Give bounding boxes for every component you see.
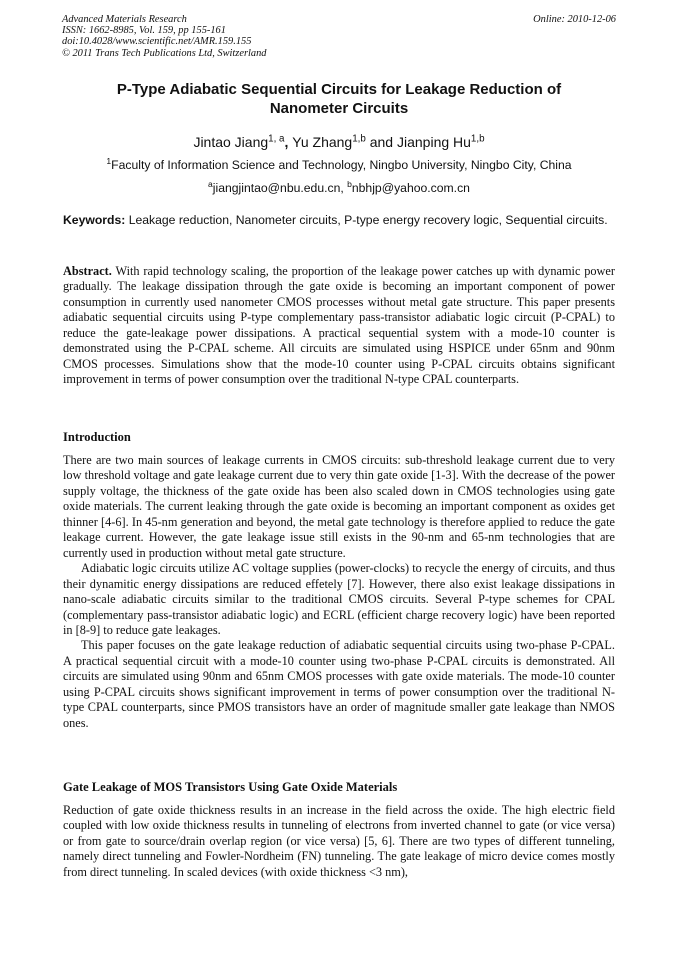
author-list — [62, 133, 616, 151]
paragraph: Adiabatic logic circuits utilize AC voltage supplies (power-clocks) to recycle the energy of circuits, and thus their dynamitic energy dissipations are reduced effetely [7]. However, there also exist leakage dissipations in nano-scale adiabatic circuits similar to the traditional CMOS circuits. Several P-type schemes for CPAL (complementary pass-transistor adiabatic logic) and ECRL (efficient charge recovery logic) have been reported in [8-9] to reduce gate leakages. — [63, 561, 615, 637]
author-separator: and — [365, 134, 397, 150]
paragraph: There are two main sources of leakage currents in CMOS circuits: sub-threshold leakage current due to very low threshold voltage and gate leakage current due to very thin gate oxide [1-3]. With the decrease of the power supply voltage, the thickness of the gate oxide has been also scaled down in CMOS technologies using gate oxide materials. The current leaking through the gate oxide is becoming an important component as oxides get thinner [4-6]. In 45-nm generation and beyond, the metal gate technology is therefore applied to reduce the gate leakage current. However, the gate leakage issue still exists in the 90-nm and 65-nm technologies that are currently used in production without metal gate structure. — [63, 453, 615, 560]
email-link[interactable]: jiangjintao@nbu.edu.cn, — [212, 181, 348, 195]
author-affiliation-mark: 1,b — [352, 133, 366, 145]
email-link[interactable]: nbhjp@yahoo.com.cn — [351, 181, 470, 195]
abstract — [63, 264, 615, 388]
title-line-1: P-Type Adiabatic Sequential Circuits for Leakage Reduction of — [116, 81, 562, 98]
author-name: Yu Zhang — [292, 134, 353, 150]
email-mark: b — [347, 178, 352, 189]
author-affiliation-mark: 1,b — [470, 133, 485, 145]
keywords — [63, 213, 615, 229]
author-affiliation-mark: 1, a — [268, 133, 285, 145]
journal-copyright: © 2011 Trans Tech Publications Ltd, Switzerland — [62, 47, 267, 59]
affiliation-mark: 1 — [106, 155, 112, 166]
affiliation-text: Faculty of Information Science and Technology, Ningbo University, Ningbo City, China — [111, 158, 572, 172]
paper-title — [62, 80, 616, 118]
abstract-label: Abstract. — [63, 264, 112, 278]
online-date: Online: 2010-12-06 — [533, 14, 616, 25]
section-heading-introduction: Introduction — [63, 430, 131, 444]
email-mark: a — [208, 178, 213, 189]
section-heading-gate-leakage: Gate Leakage of MOS Transistors Using Gate Oxide Materials — [63, 780, 398, 794]
title-line-2: Nanometer Circuits — [269, 100, 409, 117]
introduction-body — [63, 453, 615, 731]
author-name: Jianping Hu — [396, 134, 471, 150]
author-name: Jintao Jiang — [193, 134, 269, 150]
abstract-text: With rapid technology scaling, the proportion of the leakage power catches up with dynamic power gradually. The leakage dissipation through the gate oxide is becoming an important component of power consumption in currently used nanometer CMOS processes without metal gate structure. This paper presents adiabatic sequential circuits using P-type complementary pass-transistor adiabatic logic circuit (P-CPAL) to reduce the gate-leakage power dissipations. A practical sequential system with a mode-10 counter is demonstrated using the P-CPAL scheme. All circuits are simulated using HSPICE under 65nm and 90nm CMOS processes. Simulations show that the mode-10 counter using P-CPAL circuits obtains significant improvement in terms of power consumption over the traditional N-type CPAL counterparts. — [63, 264, 615, 387]
paragraph: This paper focuses on the gate leakage reduction of adiabatic sequential circuits using two-phase P-CPAL. A practical sequential circuit with a mode-10 counter using two-phase P-CPAL circuits is demonstrated. All circuits are simulated using 90nm and 65nm CMOS processes with gate oxide materials. The mode-10 counter using P-CPAL circuits shows significant improvement in terms of power consumption over the traditional N-type CPAL counterparts, since PMOS transistors have an order of magnitude smaller gate leakage than NMOS ones. — [63, 638, 615, 730]
journal-header — [62, 14, 616, 59]
author-emails — [62, 180, 616, 196]
author-separator: , — [284, 134, 293, 150]
gate-leakage-body — [63, 803, 615, 880]
journal-name: Advanced Materials Research — [62, 14, 187, 25]
paragraph: Reduction of gate oxide thickness results in an increase in the field across the oxide. The high electric field coupled with low oxide thickness results in tunneling of electrons from inverted channel to gate (or vice versa) or from gate to source/drain overlap region (or vice versa) [5, 6]. There are two types of different tunneling, namely direct tunneling and Fowler-Nordheim (FN) tunneling. The gate leakage of micro device comes mostly from direct tunneling. In scaled devices (with oxide thickness <3 nm), — [63, 803, 615, 879]
journal-doi: doi:10.4028/www.scientific.net/AMR.159.155 — [62, 36, 252, 48]
keywords-text: Leakage reduction, Nanometer circuits, P-type energy recovery logic, Sequential circuits. — [125, 213, 608, 227]
journal-issn: ISSN: 1662-8985, Vol. 159, pp 155-161 — [62, 25, 226, 37]
keywords-label: Keywords: — [63, 213, 126, 227]
affiliation — [62, 157, 616, 173]
